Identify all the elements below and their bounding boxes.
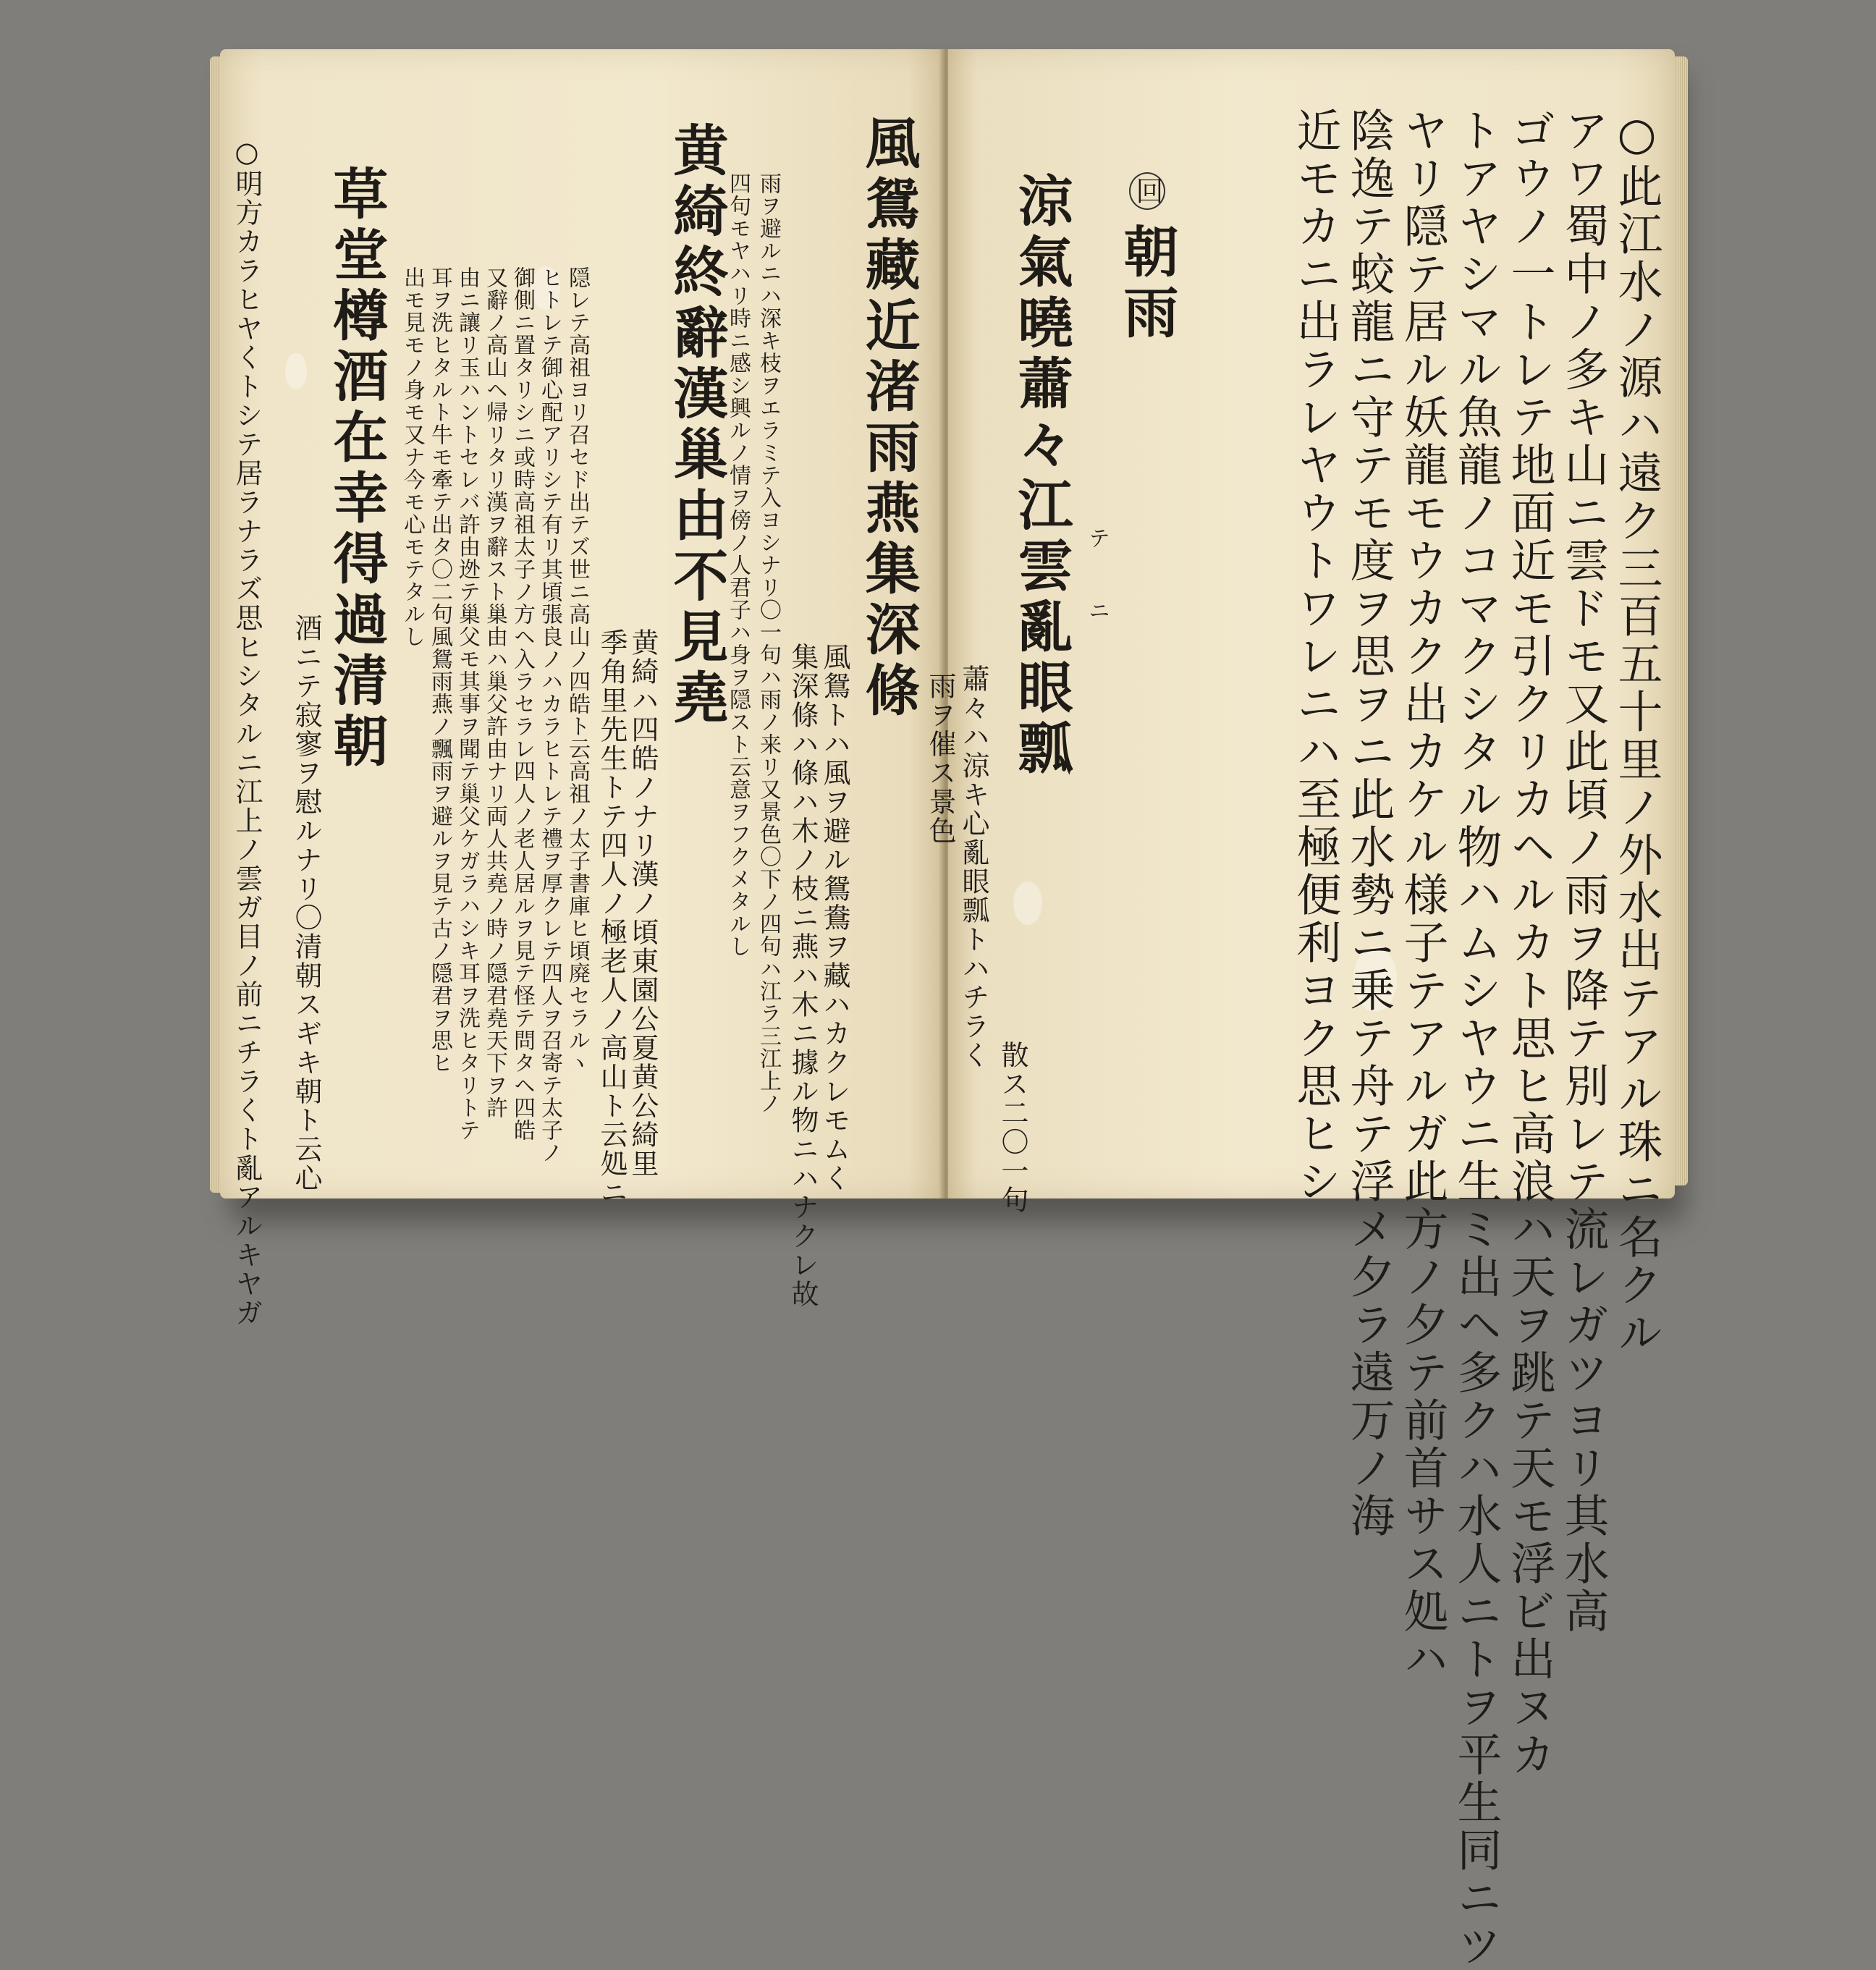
right-poem-line: 涼氣曉蕭々江雲亂眼瓢 [1009, 172, 1073, 780]
left-note-1b: 集深條ハ條ハ木ノ枝ニ燕ハ木ニ據ル物ニハナクレ故 [787, 643, 819, 1309]
paper-stain [1013, 882, 1042, 925]
left-note-1a: 風鴛トハ風ヲ避ル鴛鴦ヲ藏ハカクレモムく [819, 643, 850, 1193]
poem-ruby-2: ニ [1084, 599, 1110, 622]
left-note-2i: 出モ見モノ身モ又ナ今モ心モテタルし [400, 266, 425, 648]
right-text-col-1: ○此江水ノ源ハ遠ク三百五十里ノ外水出テアル珠ニ名クル [1610, 107, 1663, 1357]
poem-ruby-1: テ [1084, 527, 1110, 549]
right-text-col-7: 近モカニ出ラレヤウトワレニハ至極便利ヨク思ヒシ [1289, 107, 1342, 1206]
left-note-2g: 由ニ讓リ玉ハントセレバ許由迯テ巢父モ其事ヲ聞テ巢父ケガラハシキ耳ヲ洗ヒタリトテ [455, 266, 480, 1141]
right-text-col-3: ゴウノ一トレテ地面近モ引クリカヘルカト思ヒ高浪ハ天ヲ跳テ天モ浮ビ出ヌカ [1503, 107, 1556, 1779]
left-poem-line-1: 風鴛藏近渚雨燕集深條 [856, 114, 921, 722]
paper-stain [285, 353, 307, 389]
left-poem-line-3: 草堂樽酒在幸得過清朝 [324, 165, 389, 773]
left-note-2d: ヒトレテ御心配アリシテ有リ其頃張良ノハカラヒトレテ禮ヲ厚クレテ四人ヲ召寄テ太子ノ [537, 266, 562, 1164]
right-text-col-2: アワ蜀中ノ多キ山ニ雲ドモ又此頃ノ雨ヲ降テ別レテ流レガツヨリ其水高 [1557, 107, 1610, 1636]
right-note-tail: 散ス二〇一句 [997, 1041, 1028, 1214]
title-mark-icon: 回 [1129, 172, 1165, 210]
left-note-2c: 隠レテ高祖ヨリ召セド出テズ世ニ高山ノ四皓ト云高祖ノ太子書庫ヒ頃廃セラルヽ [565, 266, 590, 1074]
left-page [220, 49, 944, 1327]
open-book [217, 49, 1686, 1970]
left-note-1d: 四句モヤハリ時ニ感シ興ルノ情ヲ傍ノ人君子ハ身ヲ隠スト云意ヲフクメタルし [725, 172, 751, 957]
right-text-col-4: トアヤシマル魚龍ノコマクシタル物ハムシヤウニ生ミ出ヘ多クハ水人ニトヲ平生同ニツ [1450, 107, 1503, 1970]
left-note-2f: 又辭ノ高山ヘ帰リタリ漢ヲ辭スト巢由ハ巢父許由ナリ両人共堯ノ時ノ隠君堯天下ヲ許 [482, 266, 507, 1119]
left-poem-line-2: 黄綺終辭漢巢由不見堯 [664, 122, 729, 730]
left-note-2a: 黄綺ハ四皓ノナリ漢ノ頃東園公夏黄公綺里 [627, 628, 659, 1178]
left-closing-line: ○明方カラヒヤくトシテ居ラナラズ思ヒシタルニ江上ノ雲ガ目ノ前ニチラくト亂アルキヤガ [231, 136, 263, 1327]
left-note-2e: 御側ニ置タリシニ或時高祖太子ノ方ヘ入ラセラレ四人ノ老人居ルヲ見テ怪テ問タヘ四皓 [510, 266, 535, 1141]
right-text-col-5: ヤリ隠テ居ル妖龍モウカク出カケル様子テアルガ此方ノ夕テ前首サス処ハ [1396, 107, 1449, 1683]
left-note-2b: 季角里先生トテ四人ノ極老人ノ高山ト云処ニ [596, 628, 628, 1207]
left-note-2h: 耳ヲ洗ヒタルト牛モ牽テ出タ〇二句風鴛雨燕ノ飄雨ヲ避ルヲ見テ古ノ隠君ヲ思ヒ [427, 266, 452, 1074]
right-note-line-1: 蕭々ハ涼キ心亂眼瓢トハチラく [958, 664, 989, 1070]
right-page [924, 49, 1675, 1970]
right-note-line-2: 雨ヲ催ス景色 [924, 672, 956, 845]
left-note-3: 酒ニテ寂寥ヲ慰ルナリ〇清朝スギキ朝ト云心 [290, 614, 322, 1193]
section-title: 朝雨 [1115, 223, 1179, 344]
right-text-col-6: 陰逸テ蛟龍ニ守テモ度ヲ思ヲニ此水勢ニ乗テ舟テ浮メ夕ラ遠万ノ海 [1343, 107, 1395, 1540]
left-note-1c: 雨ヲ避ルニハ深キ枝ヲエラミテ入ヨシナリ〇一句ハ雨ノ来リ又景色〇下ノ四句ハ江ラ三江上ノ [756, 172, 781, 1115]
